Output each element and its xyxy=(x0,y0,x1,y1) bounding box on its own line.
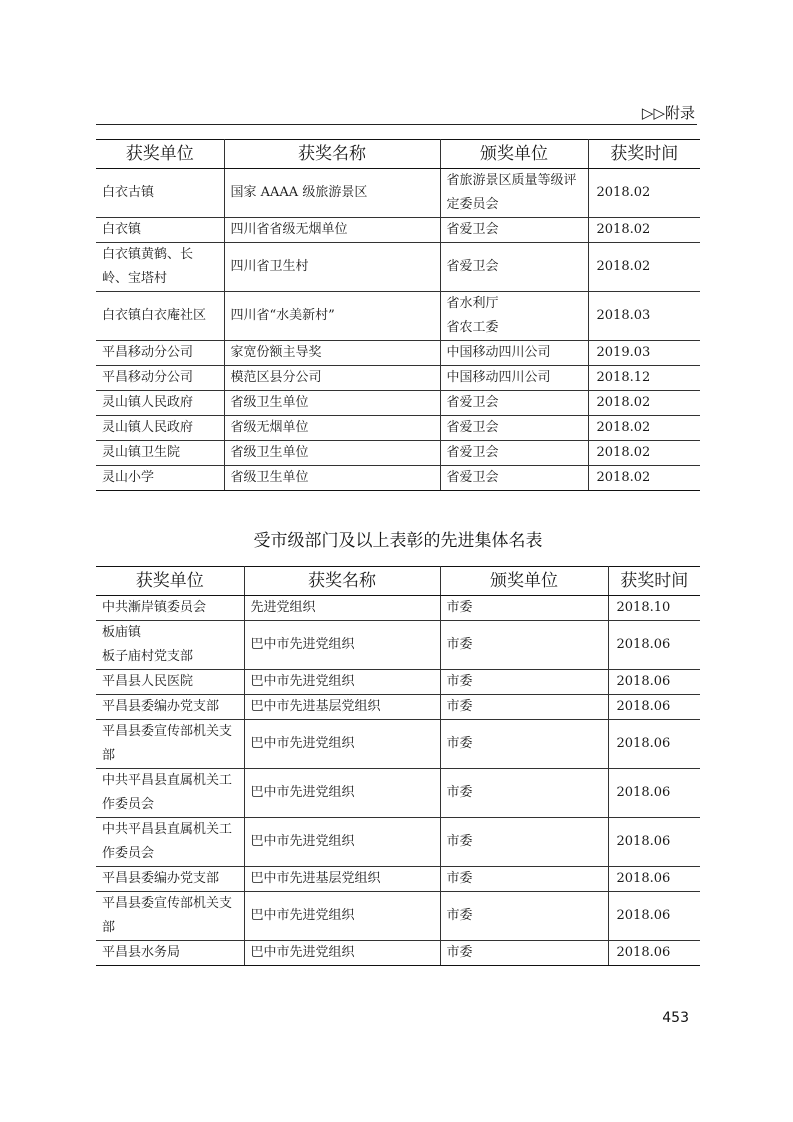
cell-date: 2018.12 xyxy=(588,366,700,391)
table-row xyxy=(96,867,700,892)
cell-award: 四川省“水美新村” xyxy=(224,292,440,341)
table-row xyxy=(96,941,700,966)
cell-award: 巴中市先进基层党组织 xyxy=(244,867,440,892)
table-row xyxy=(96,366,700,391)
cell-unit: 平昌县委宣传部机关支部 xyxy=(96,892,244,941)
cell-award: 省级卫生单位 xyxy=(224,466,440,491)
cell-issuer: 省爱卫会 xyxy=(440,441,588,466)
cell-issuer: 市委 xyxy=(440,769,608,818)
cell-issuer: 省爱卫会 xyxy=(440,218,588,243)
cell-award: 省级卫生单位 xyxy=(224,391,440,416)
cell-award: 巴中市先进党组织 xyxy=(244,818,440,867)
cell-date: 2018.02 xyxy=(588,391,700,416)
table-row xyxy=(96,341,700,366)
cell-unit: 白衣古镇 xyxy=(96,169,224,218)
running-head-text: ▷▷附录 xyxy=(641,104,695,122)
cell-date: 2018.06 xyxy=(608,621,700,670)
cell-unit: 板庙镇 板子庙村党支部 xyxy=(96,621,244,670)
cell-award: 巴中市先进党组织 xyxy=(244,670,440,695)
cell-award: 巴中市先进党组织 xyxy=(244,892,440,941)
cell-unit: 灵山镇卫生院 xyxy=(96,441,224,466)
cell-award: 巴中市先进基层党组织 xyxy=(244,695,440,720)
awards-table-municipal xyxy=(96,566,700,966)
cell-unit: 白衣镇白衣庵社区 xyxy=(96,292,224,341)
cell-date: 2018.06 xyxy=(608,720,700,769)
table-row xyxy=(96,621,700,670)
cell-date: 2018.03 xyxy=(588,292,700,341)
cell-date: 2018.02 xyxy=(588,441,700,466)
table-row xyxy=(96,892,700,941)
cell-date: 2018.06 xyxy=(608,769,700,818)
table-row xyxy=(96,218,700,243)
header-award: 获奖名称 xyxy=(224,140,440,169)
cell-unit: 平昌县委宣传部机关支部 xyxy=(96,720,244,769)
cell-issuer: 市委 xyxy=(440,621,608,670)
cell-award: 先进党组织 xyxy=(244,596,440,621)
table-row xyxy=(96,720,700,769)
cell-date: 2018.02 xyxy=(588,218,700,243)
cell-issuer: 中国移动四川公司 xyxy=(440,341,588,366)
cell-date: 2018.06 xyxy=(608,941,700,966)
running-head xyxy=(96,100,697,125)
table-row xyxy=(96,466,700,491)
cell-award: 家宽份额主导奖 xyxy=(224,341,440,366)
cell-unit: 平昌县委编办党支部 xyxy=(96,867,244,892)
table-header-row xyxy=(96,140,700,169)
cell-unit: 灵山小学 xyxy=(96,466,224,491)
table-row xyxy=(96,818,700,867)
table-row xyxy=(96,169,700,218)
header-issuer: 颁奖单位 xyxy=(440,140,588,169)
header-date: 获奖时间 xyxy=(608,567,700,596)
cell-award: 国家 AAAA 级旅游景区 xyxy=(224,169,440,218)
cell-award: 巴中市先进党组织 xyxy=(244,621,440,670)
cell-date: 2018.06 xyxy=(608,695,700,720)
table-row xyxy=(96,596,700,621)
cell-unit: 白衣镇黄鹤、长岭、宝塔村 xyxy=(96,243,224,292)
table-body xyxy=(96,596,700,966)
cell-unit: 平昌县委编办党支部 xyxy=(96,695,244,720)
cell-issuer: 中国移动四川公司 xyxy=(440,366,588,391)
cell-award: 巴中市先进党组织 xyxy=(244,769,440,818)
table-header-row xyxy=(96,567,700,596)
cell-issuer: 省旅游景区质量等级评定委员会 xyxy=(440,169,588,218)
cell-date: 2018.02 xyxy=(588,416,700,441)
table-row xyxy=(96,292,700,341)
header-issuer: 颁奖单位 xyxy=(440,567,608,596)
cell-unit: 平昌县水务局 xyxy=(96,941,244,966)
header-award: 获奖名称 xyxy=(244,567,440,596)
table-row xyxy=(96,391,700,416)
cell-unit: 灵山镇人民政府 xyxy=(96,416,224,441)
cell-issuer: 市委 xyxy=(440,670,608,695)
cell-unit: 中共漸岸镇委员会 xyxy=(96,596,244,621)
cell-date: 2019.03 xyxy=(588,341,700,366)
table-body xyxy=(96,169,700,491)
cell-award: 巴中市先进党组织 xyxy=(244,720,440,769)
cell-date: 2018.02 xyxy=(588,466,700,491)
cell-award: 模范区县分公司 xyxy=(224,366,440,391)
cell-date: 2018.02 xyxy=(588,243,700,292)
table-row xyxy=(96,769,700,818)
cell-unit: 中共平昌县直属机关工作委员会 xyxy=(96,769,244,818)
cell-award: 四川省省级无烟单位 xyxy=(224,218,440,243)
cell-issuer: 省爱卫会 xyxy=(440,243,588,292)
cell-issuer: 省爱卫会 xyxy=(440,416,588,441)
table-row xyxy=(96,441,700,466)
cell-award: 巴中市先进党组织 xyxy=(244,941,440,966)
cell-unit: 灵山镇人民政府 xyxy=(96,391,224,416)
cell-unit: 平昌县人民医院 xyxy=(96,670,244,695)
cell-issuer: 省水利厅 省农工委 xyxy=(440,292,588,341)
cell-issuer: 市委 xyxy=(440,941,608,966)
table-row xyxy=(96,670,700,695)
cell-award: 省级卫生单位 xyxy=(224,441,440,466)
cell-date: 2018.06 xyxy=(608,818,700,867)
cell-date: 2018.06 xyxy=(608,867,700,892)
page-number: 453 xyxy=(662,1010,689,1026)
cell-issuer: 市委 xyxy=(440,695,608,720)
cell-date: 2018.02 xyxy=(588,169,700,218)
awards-table-provincial xyxy=(96,139,700,491)
cell-unit: 白衣镇 xyxy=(96,218,224,243)
cell-date: 2018.06 xyxy=(608,892,700,941)
header-unit: 获奖单位 xyxy=(96,140,224,169)
cell-date: 2018.10 xyxy=(608,596,700,621)
cell-issuer: 省爱卫会 xyxy=(440,391,588,416)
cell-issuer: 市委 xyxy=(440,867,608,892)
cell-issuer: 市委 xyxy=(440,720,608,769)
header-date: 获奖时间 xyxy=(588,140,700,169)
header-unit: 获奖单位 xyxy=(96,567,244,596)
cell-unit: 中共平昌县直属机关工作委员会 xyxy=(96,818,244,867)
cell-issuer: 市委 xyxy=(440,892,608,941)
table-row xyxy=(96,243,700,292)
cell-issuer: 市委 xyxy=(440,596,608,621)
table-row xyxy=(96,416,700,441)
section-title: 受市级部门及以上表彰的先进集体名表 xyxy=(253,531,543,551)
cell-award: 省级无烟单位 xyxy=(224,416,440,441)
cell-issuer: 省爱卫会 xyxy=(440,466,588,491)
cell-issuer: 市委 xyxy=(440,818,608,867)
cell-award: 四川省卫生村 xyxy=(224,243,440,292)
table-row xyxy=(96,695,700,720)
cell-unit: 平昌移动分公司 xyxy=(96,341,224,366)
cell-unit: 平昌移动分公司 xyxy=(96,366,224,391)
cell-date: 2018.06 xyxy=(608,670,700,695)
